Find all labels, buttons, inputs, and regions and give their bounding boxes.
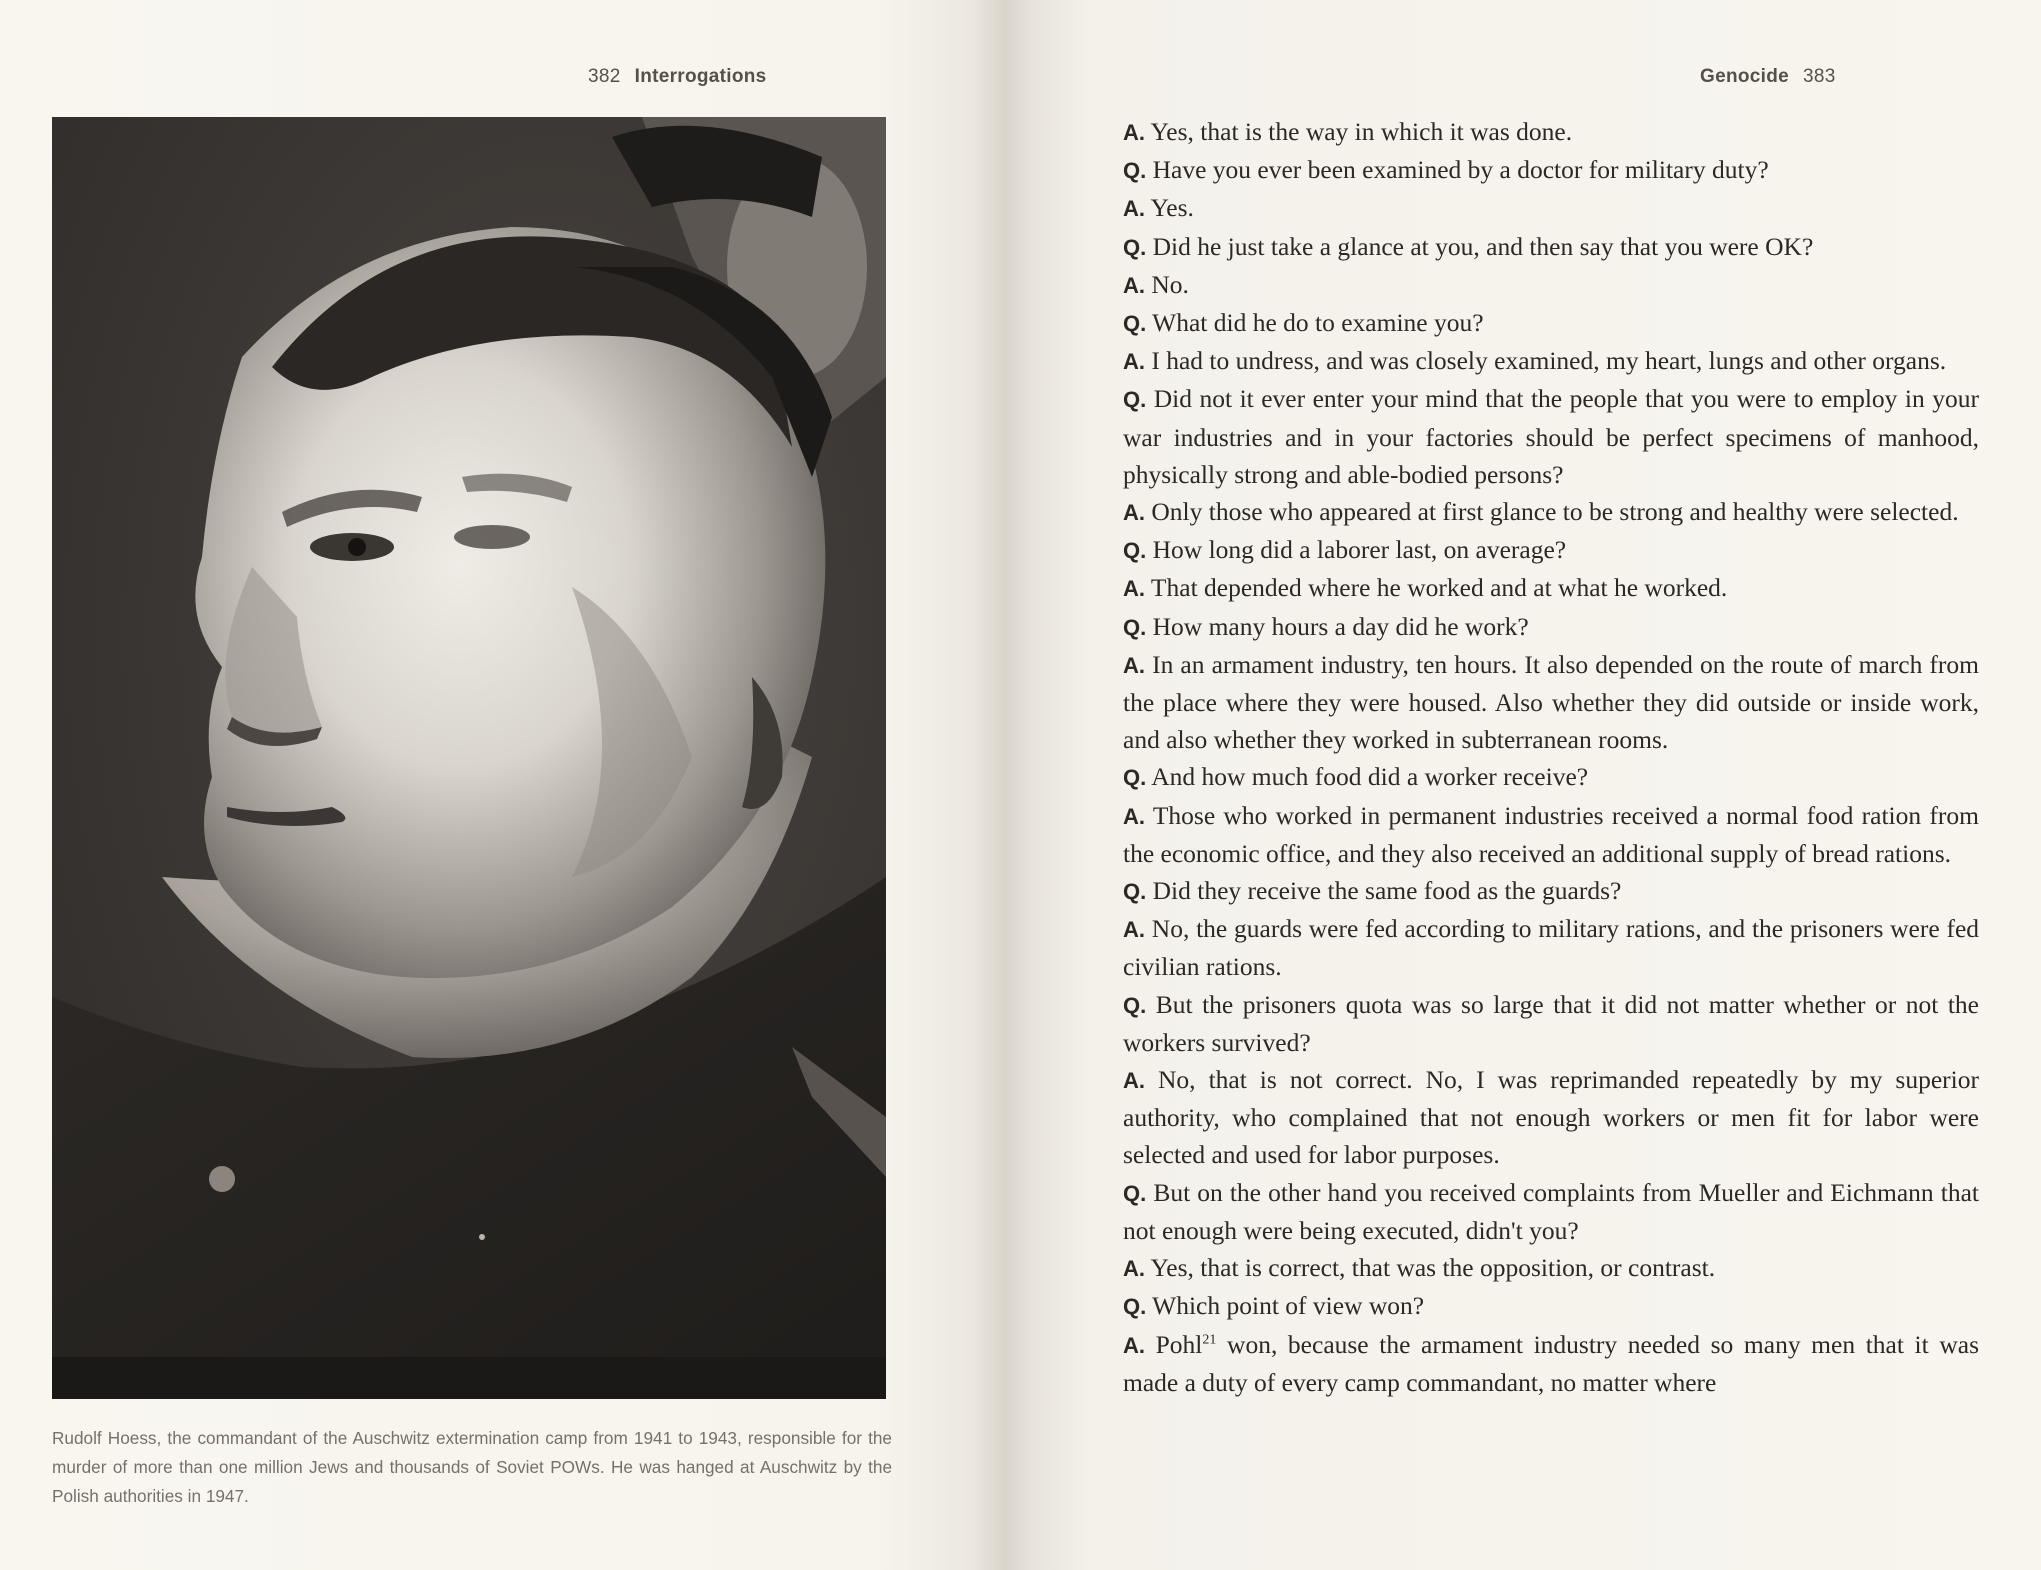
speaker-label: A. (1123, 652, 1145, 678)
speaker-label: A. (1123, 500, 1145, 526)
speaker-label: Q. (1123, 158, 1147, 184)
speaker-label: Q. (1123, 1294, 1147, 1320)
interrogation-transcript (1123, 113, 1979, 1401)
qa-text: Yes, that is the way in which it was done. (1150, 117, 1573, 146)
footnote-ref[interactable]: 21 (1202, 1332, 1217, 1347)
qa-text: That depended where he worked and at what he worked. (1150, 573, 1728, 603)
speaker-label: A. (1123, 917, 1145, 943)
qa-text: Which point of view won? (1152, 1291, 1425, 1321)
speaker-label: Q. (1123, 879, 1147, 905)
left-page (0, 0, 1000, 1570)
qa-line (1123, 986, 1979, 1061)
qa-line (1123, 228, 1979, 266)
speaker-label: Q. (1123, 1180, 1147, 1206)
photo-caption: Rudolf Hoess, the commandant of the Auschwitz extermination camp from 1941 to 1943, responsible for the murder of more than one million Jews and thousands of Soviet POWs. He was hanged at Auschwitz by the Polish authorities in 1947. (52, 1428, 892, 1506)
qa-line (1123, 1061, 1979, 1174)
qa-line (1123, 910, 1979, 985)
left-page-number: 382 (588, 66, 621, 87)
speaker-label: A. (1123, 1256, 1145, 1282)
qa-line (1123, 380, 1979, 493)
qa-text: What did he do to examine you? (1152, 308, 1484, 338)
qa-text: Only those who appeared at first glance to be strong and healthy were selected. (1151, 497, 1959, 527)
qa-text: How many hours a day did he work? (1152, 611, 1529, 641)
left-running-title: Interrogations (634, 66, 767, 87)
right-page-number: 383 (1802, 66, 1836, 87)
qa-text: No, that is not correct. No, I was reprimanded repeatedly by my superior authority, who complained that not enough workers or men fit for labor were selected and used for labor purposes. (1123, 1065, 1979, 1170)
speaker-label: Q. (1123, 992, 1147, 1018)
portrait-photo (52, 117, 886, 1399)
qa-line (1123, 569, 1979, 607)
qa-text: Yes, that is correct, that was the opposition, or contrast. (1150, 1253, 1716, 1283)
qa-line (1123, 493, 1979, 531)
speaker-label: A. (1123, 803, 1145, 829)
qa-line (1123, 1287, 1979, 1325)
speaker-label: A. (1123, 120, 1145, 145)
speaker-label: A. (1123, 272, 1145, 298)
qa-text: Did not it ever enter your mind that the people that you were to employ in your war industries and in your factories should be perfect specimens of manhood, physically strong and able-bodied persons? (1123, 384, 1980, 489)
qa-text: Yes. (1150, 193, 1194, 223)
right-page (1030, 0, 2041, 1570)
qa-line (1123, 797, 1979, 872)
footnoted-name: Pohl (1155, 1329, 1203, 1359)
left-running-head (588, 66, 767, 88)
qa-line (1123, 1174, 1979, 1249)
qa-text: No, the guards were fed according to military rations, and the prisoners were fed civilian rations. (1123, 914, 1980, 982)
speaker-label: Q. (1123, 765, 1147, 791)
speaker-label: A. (1123, 1332, 1145, 1358)
qa-line (1123, 113, 1979, 151)
qa-text: Did he just take a glance at you, and then say that you were OK? (1152, 231, 1814, 261)
qa-line (1123, 1249, 1979, 1287)
qa-line (1123, 608, 1979, 646)
qa-line (1123, 531, 1979, 569)
qa-line (1123, 151, 1979, 189)
speaker-label: A. (1123, 196, 1145, 222)
qa-text: But on the other hand you received complaints from Mueller and Eichmann that not enough were being executed, didn't you? (1123, 1177, 1980, 1245)
speaker-label: Q. (1123, 538, 1147, 564)
qa-text: Have you ever been examined by a doctor for military duty? (1152, 155, 1769, 185)
qa-text: Did they receive the same food as the guards? (1152, 876, 1622, 906)
qa-line-last (1123, 1326, 1979, 1401)
speaker-label: A. (1123, 576, 1145, 602)
right-running-title: Genocide (1700, 66, 1789, 87)
qa-line (1123, 758, 1979, 796)
qa-line (1123, 646, 1979, 759)
speaker-label: Q. (1123, 234, 1147, 260)
right-running-head (1700, 66, 1836, 88)
speaker-label: A. (1123, 349, 1145, 375)
qa-text: I had to undress, and was closely examined, my heart, lungs and other organs. (1151, 346, 1947, 376)
qa-text: And how much food did a worker receive? (1151, 762, 1589, 792)
qa-line (1123, 304, 1979, 342)
qa-line (1123, 189, 1979, 227)
qa-text: But the prisoners quota was so large that it did not matter whether or not the workers survived? (1123, 989, 1979, 1057)
speaker-label: A. (1123, 1068, 1145, 1094)
qa-text: No. (1151, 269, 1189, 299)
qa-line (1123, 342, 1979, 380)
qa-text: Those who worked in permanent industries received a normal food ration from the economic office, and they also received an additional supply of bread rations. (1123, 800, 1979, 868)
speaker-label: Q. (1123, 311, 1147, 337)
qa-text: won, because the armament industry needed so many men that it was made a duty of every camp commandant, no matter where (1123, 1329, 1980, 1397)
speaker-label: Q. (1123, 387, 1147, 413)
speaker-label: Q. (1123, 614, 1147, 640)
qa-text: In an armament industry, ten hours. It also depended on the route of march from the place where they were housed. Also whether they did outside or inside work, and also whether they worked in subterranean rooms. (1123, 649, 1980, 755)
qa-text: How long did a laborer last, on average? (1152, 535, 1567, 565)
qa-line (1123, 266, 1979, 304)
qa-line (1123, 872, 1979, 910)
